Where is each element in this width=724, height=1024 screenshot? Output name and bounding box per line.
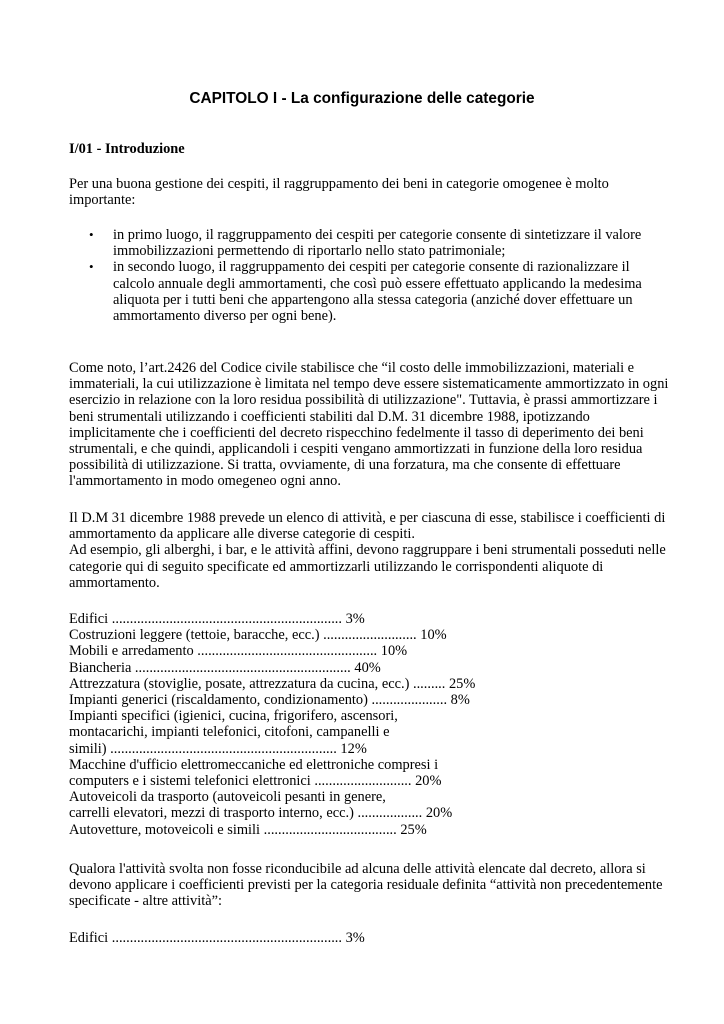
rates-list: [69, 611, 669, 838]
intro-paragraph-block: [69, 176, 669, 208]
rate-line: carrelli elevatori, mezzi di trasporto interno, ecc.) .................. 20%: [69, 805, 453, 822]
rate-line: Biancheria ............................................................ 40%: [69, 659, 381, 676]
intro-paragraph: Per una buona gestione dei cespiti, il raggruppamento dei beni in categorie omogenee è molto importante:: [69, 176, 609, 209]
rate-line: Impianti generici (riscaldamento, condizionamento) ..................... 8%: [69, 692, 470, 709]
paragraph-dm-example: Ad esempio, gli alberghi, i bar, e le attività affini, devono raggruppare i beni strumentali posseduti nelle categorie qui di seguito specificate ed ammortizzarli utilizzando le corrispondenti aliquote di ammortamento.: [69, 542, 666, 591]
paragraph-dm-list: Il D.M 31 dicembre 1988 prevede un elenco di attività, e per ciascuna di esse, stabilisce i coefficienti di ammortamento da applicare alle diverse categorie di cespiti.: [69, 510, 666, 543]
rate-line: Macchine d'ufficio elettromeccaniche ed elettroniche compresi i: [69, 756, 439, 773]
rate-line: Mobili e arredamento .................................................. 10%: [69, 643, 408, 660]
bullet-text: in secondo luogo, il raggruppamento dei cespiti per categorie consente di razionalizzare il calcolo annuale degli ammortamenti, che così può essere effettuato applicando la medesima aliquota per i tutti beni che appartengono alla stessa categoria (anziché dover effettuare un ammortamento diverso per ogni bene).: [113, 259, 642, 325]
section-heading: I/01 - Introduzione: [69, 141, 185, 157]
rate-line: simili) ............................................................... 12%: [69, 740, 367, 757]
paragraph-residual: Qualora l'attività svolta non fosse riconducibile ad alcuna delle attività elencate dal decreto, allora si devono applicare i coefficienti previsti per la categoria residuale definita “attività non precedentemente specificate - altre attività”:: [69, 861, 663, 910]
rate-line: Attrezzatura (stoviglie, posate, attrezzatura da cucina, ecc.) ......... 25%: [69, 675, 476, 692]
bullet-icon: •: [89, 259, 94, 275]
rate-line: Edifici ................................................................ 3%: [69, 611, 365, 627]
paragraph-civil-code: Come noto, l’art.2426 del Codice civile stabilisce che “il costo delle immobilizzazioni, materiali e immateriali, la cui utilizzazione è limitata nel tempo deve essere sistematicamente ammortizzato in ogni esercizio in relazione con la loro residua possibilità di utilizzazione". Tuttavia, è prassi ammortizzare i beni strumentali utilizzando i coefficienti stabiliti dal D.M. 31 dicembre 1988, ipotizzando implicitamente che i coefficienti del decreto rispecchino fedelmente il tasso di deperimento dei beni strumentali, e che quindi, applicandoli i cespiti vengano ammortizzati in funzione della loro residua possibilità di utilizzazione. Si tratta, ovviamente, di una forzatura, ma che consente di effettuare l'ammortamento in modo omegeneo ogni anno.: [69, 360, 669, 490]
paragraph-residual-block: [69, 861, 669, 910]
rate-line: Autovetture, motoveicoli e simili ..................................... 25%: [69, 821, 427, 838]
rate-line: Autoveicoli da trasporto (autoveicoli pesanti in genere,: [69, 789, 386, 806]
chapter-title: CAPITOLO I - La configurazione delle categorie: [189, 90, 535, 107]
rate-line: Costruzioni leggere (tettoie, baracche, ecc.) .......................... 10%: [69, 627, 447, 644]
rate-line: montacarichi, impianti telefonici, citofoni, campanelli e: [69, 724, 390, 741]
rate-line: computers e i sistemi telefonici elettronici ........................... 20%: [69, 773, 442, 790]
rate-line: Impianti specifici (igienici, cucina, frigorifero, ascensori,: [69, 708, 398, 725]
paragraph-dm-block: [69, 510, 669, 591]
bullet-list: [86, 227, 666, 324]
paragraph-civil-code-block: [69, 360, 669, 490]
bullet-text: in primo luogo, il raggruppamento dei cespiti per categorie consente di sintetizzare il valore immobilizzazioni permettendo di riportarlo nello stato patrimoniale;: [113, 227, 642, 260]
final-rate-line: Edifici ................................................................ 3%: [69, 930, 365, 946]
bullet-item: [86, 259, 666, 324]
bullet-item: [86, 227, 666, 259]
bullet-icon: •: [89, 227, 94, 242]
